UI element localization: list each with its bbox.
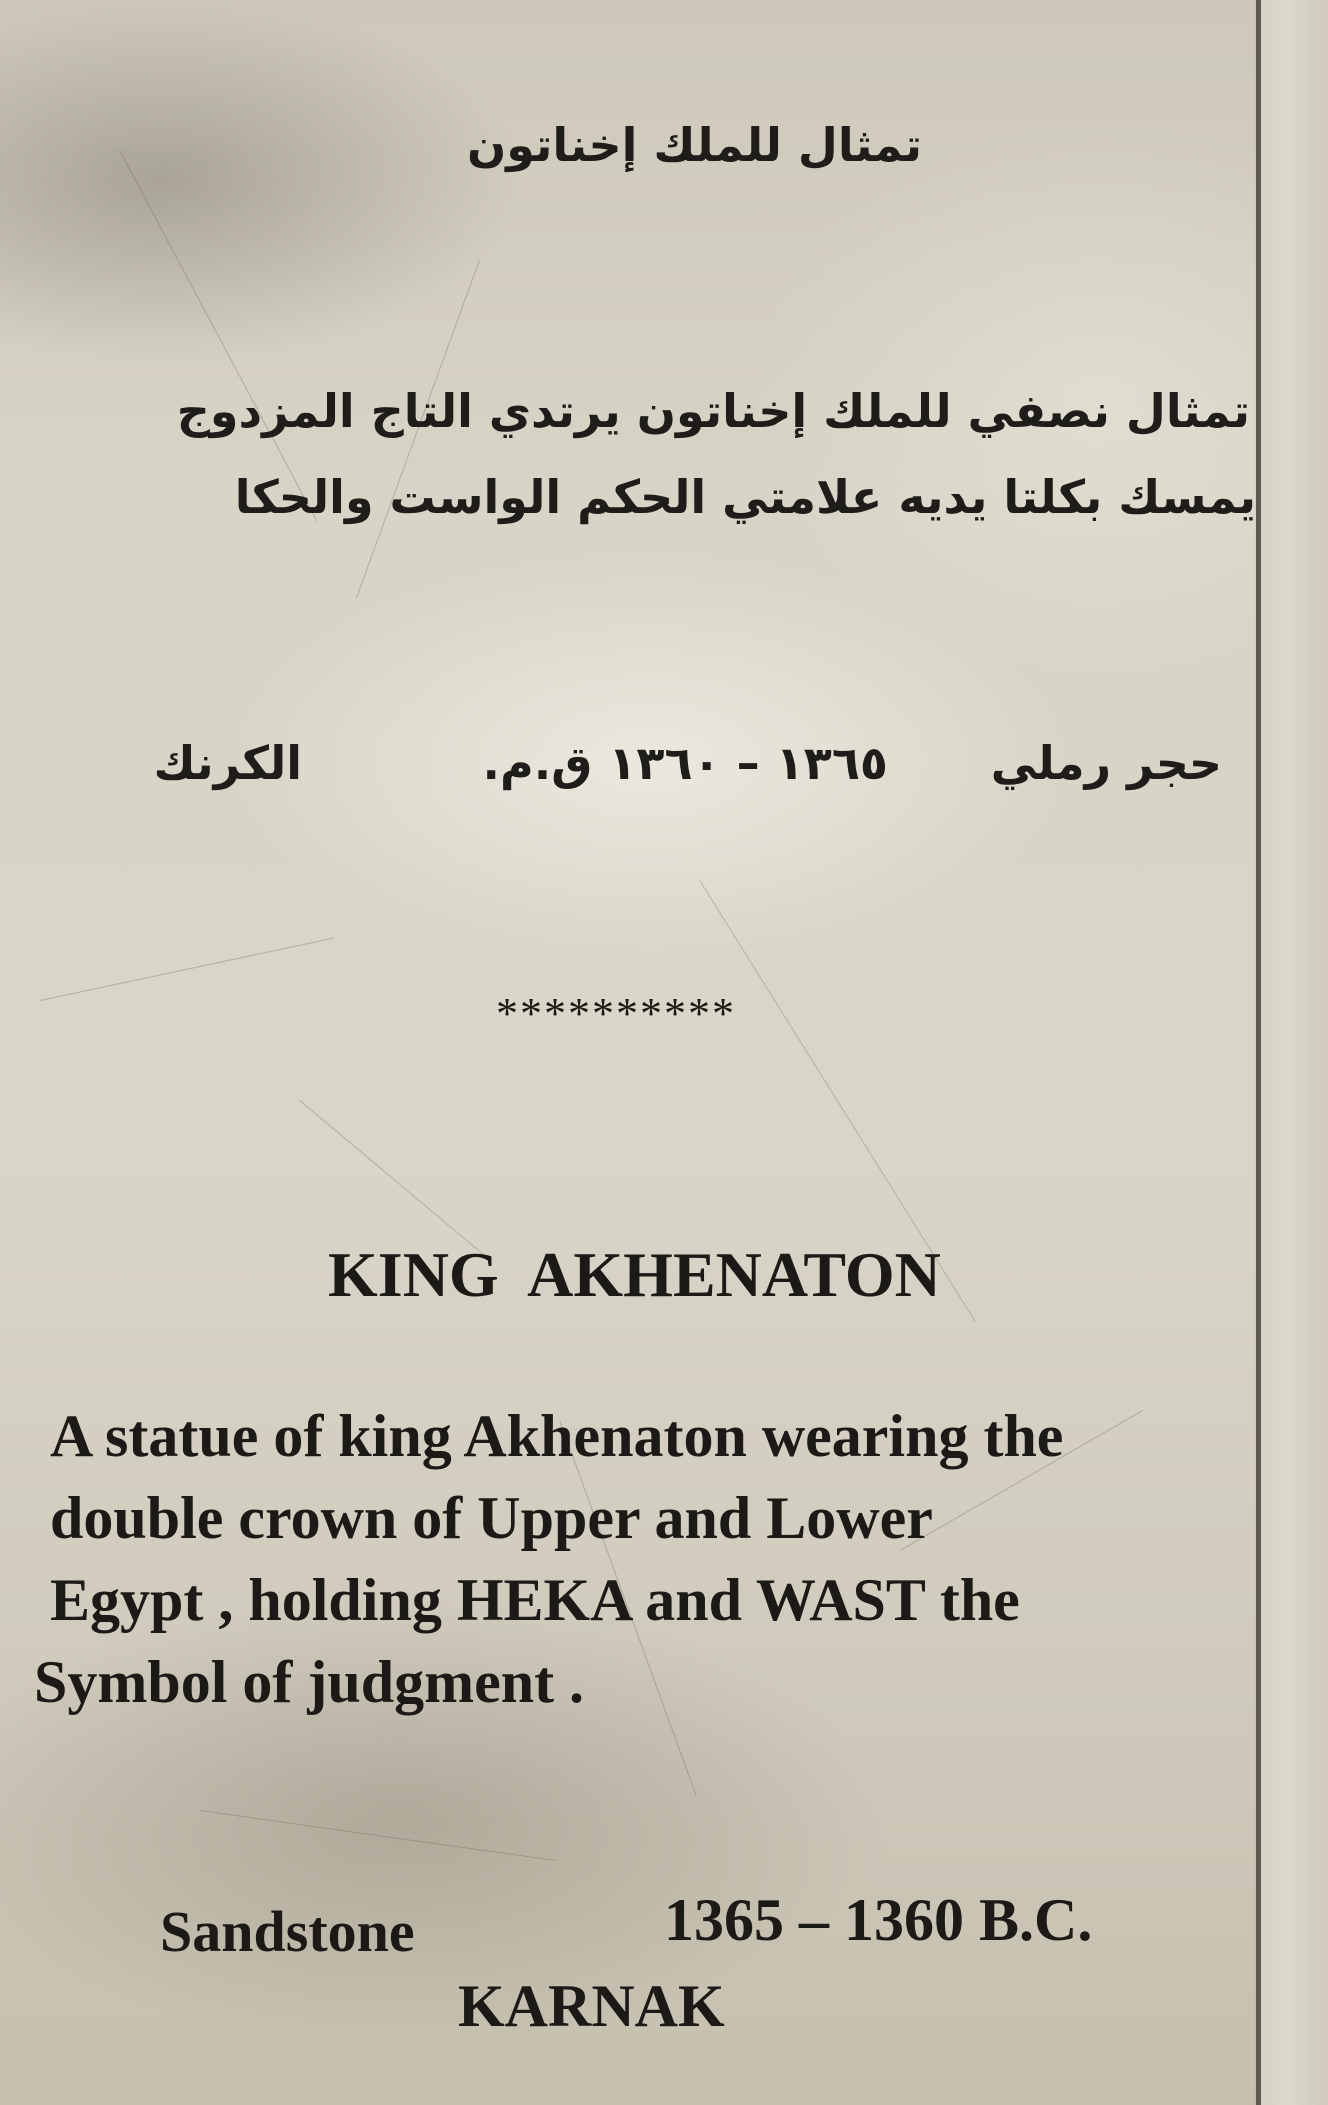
arabic-place: الكرنك (153, 736, 302, 790)
english-dates: 1365 – 1360 B.C. (664, 1887, 1093, 1953)
arabic-title: تمثال للملك إخناتون (467, 118, 922, 172)
english-description-line-2: double crown of Upper and Lower (50, 1485, 933, 1551)
arabic-description-line-1: تمثال نصفي للملك إخناتون يرتدي التاج المزدوج (176, 384, 1250, 438)
arabic-material: حجر رملي (990, 736, 1222, 790)
surface-scratch (40, 938, 334, 1001)
arabic-dates: ١٣٦٥ – ١٣٦٠ ق.م. (482, 736, 888, 790)
surface-scratch (119, 150, 317, 521)
english-title: KING AKHENATON (328, 1239, 941, 1310)
background-wall (1261, 0, 1328, 2105)
english-description-line-3: Egypt , holding HEKA and WAST the (50, 1567, 1020, 1633)
english-description-line-1: A statue of king Akhenaton wearing the (50, 1403, 1064, 1469)
english-place: KARNAK (458, 1973, 725, 2039)
arabic-description-line-2: يمسك بكلتا يديه علامتي الحكم الواست والحكا (234, 470, 1256, 524)
english-material: Sandstone (160, 1899, 415, 1964)
english-description-line-4: Symbol of judgment . (34, 1649, 585, 1715)
separator-asterisks: ********** (496, 989, 736, 1038)
surface-scratch (200, 1810, 557, 1861)
